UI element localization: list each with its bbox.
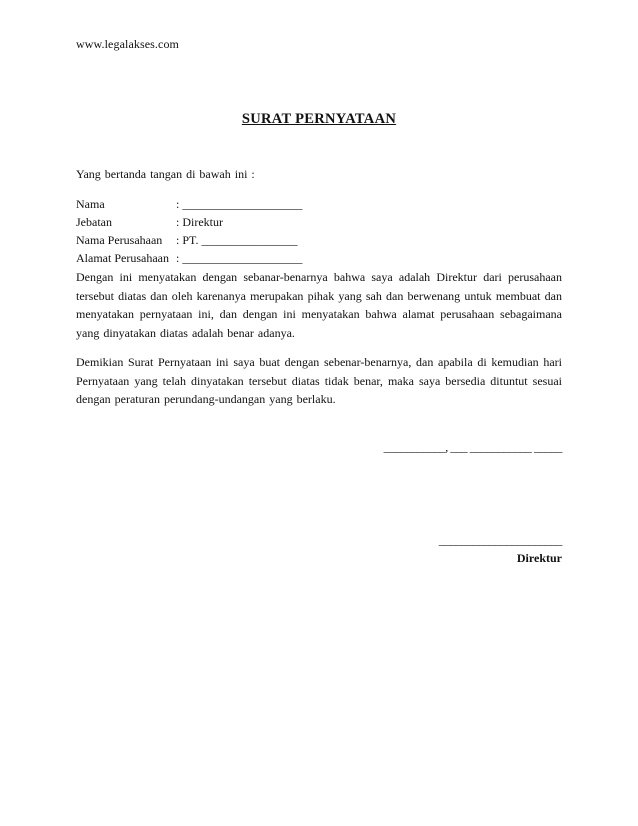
field-label: Jebatan — [76, 215, 112, 229]
website-url: www.legalakses.com — [76, 37, 179, 51]
closing-paragraph: Demikian Surat Pernyataan ini saya buat dengan sebenar-benarnya, dan apabila di kemudian hari Pernyataan yang telah dinyatakan tersebut diatas tidak benar, maka saya bersedia dituntut sesuai dengan peraturan perundang-undangan yang berlaku. — [76, 355, 562, 407]
field-value: : PT. ________________ — [176, 233, 298, 247]
identity-fields — [76, 195, 376, 267]
statement-paragraph: Dengan ini menyatakan dengan sebanar-benarnya bahwa saya adalah Direktur dari perusahaan tersebut diatas dan oleh karenanya merupakan pihak yang sah dan berwenang untuk membuat dan menyatakan pernyataan ini, dan dengan ini menyatakan bahwa alamat perusahaan sebagaimana yang dinyatakan diatas adalah benar adanya. — [76, 270, 562, 340]
field-label: Nama — [76, 197, 105, 211]
field-row-alamat-perusahaan — [76, 249, 376, 267]
signature-role: Direktur — [516, 551, 562, 565]
field-row-nama-perusahaan — [76, 231, 376, 249]
field-value: : Direktur — [176, 215, 223, 229]
place-date-line: ___________, ___ ___________ _____ — [383, 440, 562, 454]
field-value: : ____________________ — [176, 251, 303, 265]
signature-line: ______________________ — [438, 533, 562, 547]
document-title: SURAT PERNYATAAN — [241, 111, 397, 127]
field-row-jabatan — [76, 213, 376, 231]
field-label: Alamat Perusahaan — [76, 251, 169, 265]
field-row-nama — [76, 195, 376, 213]
field-label: Nama Perusahaan — [76, 233, 163, 247]
intro-text: Yang bertanda tangan di bawah ini : — [76, 167, 255, 181]
field-value: : ____________________ — [176, 197, 303, 211]
